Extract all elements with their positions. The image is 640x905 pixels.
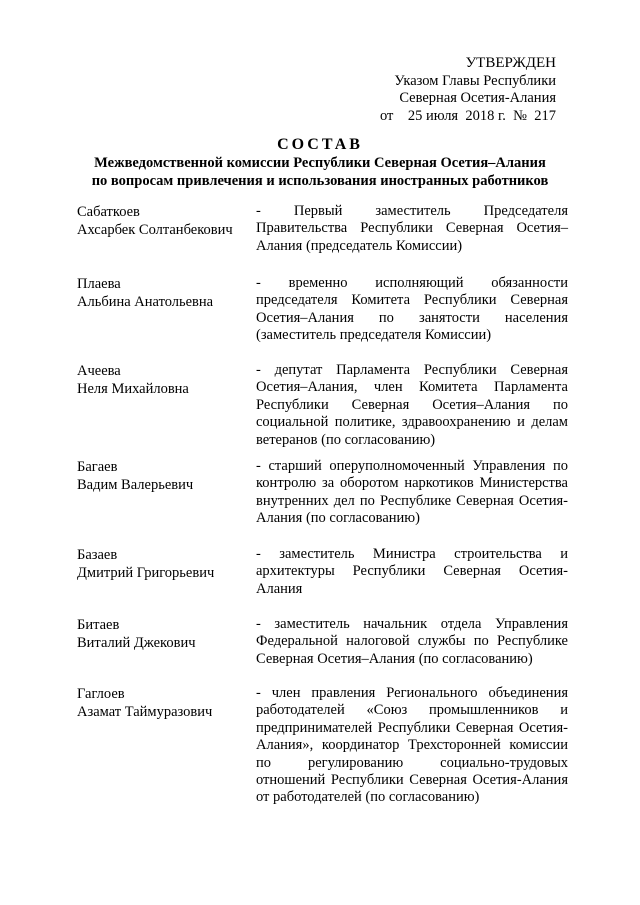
member-role: - Первый заместитель Председателя Правительства Республики Северная Осетия–Алания (председатель Комиссии) [256, 203, 568, 254]
member-given-name: Азамат Таймуразович [77, 704, 213, 720]
member-surname: Сабаткоев [77, 204, 140, 220]
member-surname: Базаев [77, 547, 118, 563]
approval-block [380, 55, 556, 125]
member-role: - заместитель Министра строительства и архитектуры Республики Северная Осетия-Алания [256, 546, 568, 597]
member-surname: Гаглоев [77, 686, 125, 702]
member-given-name: Неля Михайловна [77, 381, 189, 397]
approval-line-3: от 25 июля 2018 г. № 217 [379, 107, 556, 124]
member-name [77, 685, 252, 721]
member-given-name: Дмитрий Григорьевич [77, 565, 215, 581]
approval-line-2: Северная Осетия-Алания [399, 90, 556, 106]
approval-title: УТВЕРЖДЕН [465, 55, 556, 71]
member-role: - член правления Регионального объединения работодателей «Союз промышленников и предпринимателей Республики Северная Осетия-Алания», координатор Трехсторонней комиссии по регулированию социально-трудовых отношений Республики Северная Осетия-Алания от работодателей (по согласованию) [256, 685, 568, 806]
member-given-name: Альбина Анатольевна [77, 294, 214, 310]
member-name [77, 203, 252, 239]
member-name [77, 458, 252, 494]
member-role: - депутат Парламента Республики Северная Осетия–Алания, член Комитета Парламента Республики Северная Осетия–Алания по социальной политике, здравоохранению и делам ветеранов (по согласованию) [256, 362, 568, 448]
approval-line-1: Указом Главы Республики [394, 72, 556, 89]
member-given-name: Вадим Валерьевич [77, 477, 194, 493]
heading-title: СОСТАВ [277, 136, 363, 153]
member-surname: Ачеева [77, 363, 121, 379]
heading-line-1: Межведомственной комиссии Республики Северная Осетия–Алания [94, 155, 546, 171]
member-role: - временно исполняющий обязанности председателя Комитета Республики Северная Осетия–Алания по занятости населения (заместитель председателя Комиссии) [256, 275, 568, 344]
member-name [77, 546, 252, 582]
member-role: - старший оперуполномоченный Управления по контролю за оборотом наркотиков Министерства внутренних дел по Республике Северная Осетия-Алания (по согласованию) [256, 458, 568, 527]
member-surname: Багаев [77, 459, 118, 475]
member-given-name: Виталий Джекович [77, 635, 196, 651]
member-name [77, 616, 252, 652]
member-given-name: Ахсарбек Солтанбекович [77, 222, 233, 238]
member-name [77, 362, 252, 398]
heading-line-2: по вопросам привлечения и использования иностранных работников [91, 172, 549, 189]
document-heading [0, 135, 640, 190]
member-surname: Плаева [77, 276, 121, 292]
member-surname: Битаев [77, 617, 120, 633]
member-name [77, 275, 252, 311]
member-role: - заместитель начальник отдела Управления Федеральной налоговой службы по Республике Северная Осетия–Алания (по согласованию) [256, 616, 568, 667]
